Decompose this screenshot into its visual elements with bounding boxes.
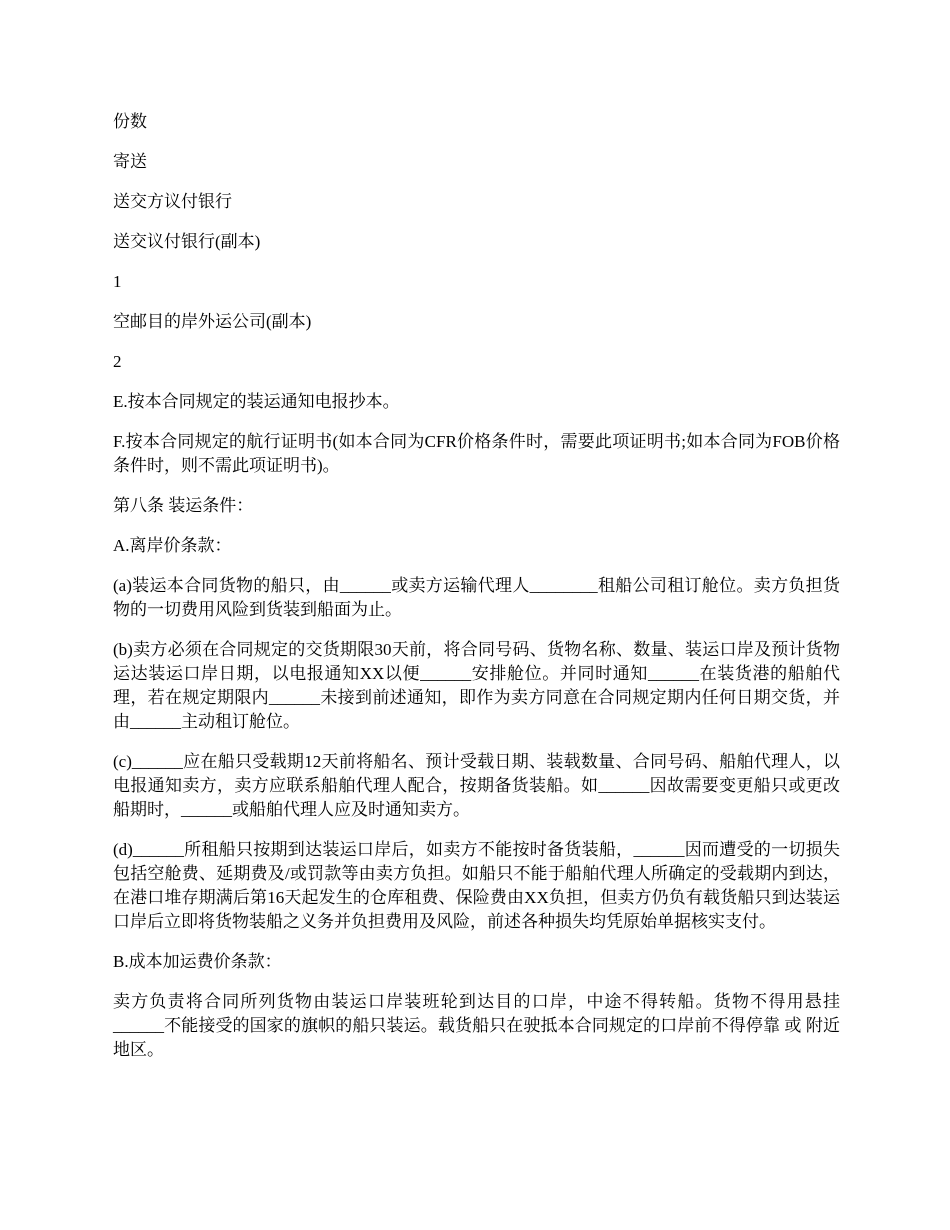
paragraph-item-f: F.按本合同规定的航行证明书(如本合同为CFR价格条件时，需要此项证明书;如本合同为FOB价格条件时，则不需此项证明书)。 (113, 432, 840, 475)
paragraph-negotiating-bank-copy: 送交议付银行(副本) (113, 232, 261, 251)
clause-b: (b)卖方必须在合同规定的交货期限30天前，将合同号码、货物名称、数量、装运口岸及预计货物运达装运口岸日期，以电报通知XX以便______安排舱位。并同时通知______在装货港的船舶代理，若在规定期限内______未接到前述通知，即作为卖方同意在合同规定期内任何日期交货，并由______主动租订舱位。 (113, 640, 840, 731)
document-page (113, 110, 840, 1078)
paragraph-to-negotiating-bank: 送交方议付银行 (113, 192, 232, 211)
paragraph-airmail-copy: 空邮目的岸外运公司(副本) (113, 312, 312, 331)
clause-c: (c)______应在船只受载期12天前将船名、预计受载日期、装载数量、合同号码、船舶代理人，以电报通知卖方，卖方应联系船舶代理人配合，按期备货装船。如______因故需要变更船只或更改船期时，______或船舶代理人应及时通知卖方。 (113, 752, 840, 819)
subsection-heading-b: B.成本加运费价条款： (113, 952, 282, 971)
clause-a: (a)装运本合同货物的船只，由______或卖方运输代理人________租船公司租订舱位。卖方负担货物的一切费用风险到货装到船面为止。 (113, 576, 840, 619)
section-heading-article-8: 第八条 装运条件： (113, 496, 254, 515)
clause-d: (d)______所租船只按期到达装运口岸后，如卖方不能按时备货装船，______因而遭受的一切损失包括空舱费、延期费及/或罚款等由卖方负担。如船只不能于船舶代理人所确定的受载期内到达，在港口堆存期满后第16天起发生的仓库租费、保险费由XX负担，但卖方仍负有载货船只到达装运口岸后立即将货物装船之义务并负担费用及风险，前述各种损失均凭原始单据核实支付。 (113, 840, 840, 931)
paragraph-copies: 份数 (113, 112, 147, 131)
paragraph-item-e: E.按本合同规定的装运通知电报抄本。 (113, 392, 400, 411)
subsection-heading-a: A.离岸价条款： (113, 536, 232, 555)
paragraph-send: 寄送 (113, 152, 147, 171)
paragraph-count-1: 1 (113, 272, 122, 291)
paragraph-count-2: 2 (113, 352, 122, 371)
clause-cfr: 卖方负责将合同所列货物由装运口岸装班轮到达目的口岸，中途不得转船。货物不得用悬挂______不能接受的国家的旗帜的船只装运。载货船只在驶抵本合同规定的口岸前不得停靠 或 附近地区。 (113, 992, 840, 1059)
